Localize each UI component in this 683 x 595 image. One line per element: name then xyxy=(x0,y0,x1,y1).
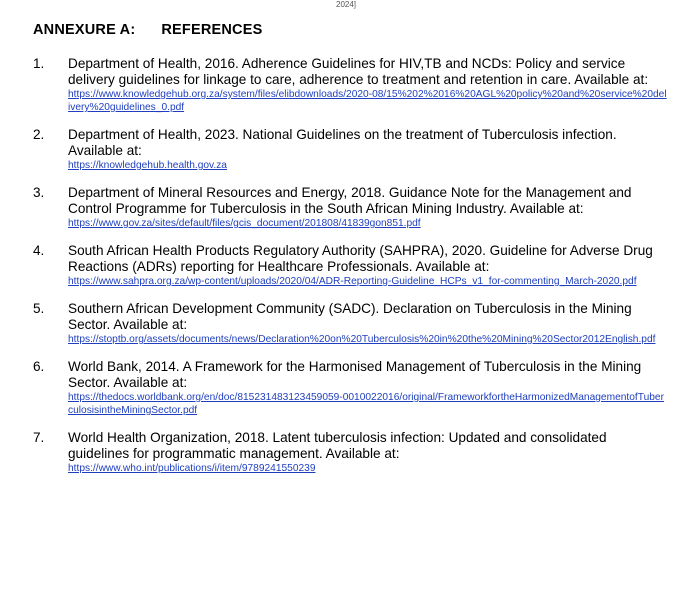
reference-item xyxy=(33,359,673,417)
references-title: REFERENCES xyxy=(161,22,263,38)
reference-number: 1. xyxy=(33,56,45,71)
reference-item xyxy=(33,127,673,172)
reference-text: South African Health Products Regulatory Authority (SAHPRA), 2020. Guideline for Adverse Drug Reactions (ADRs) reporting for Healthcare Professionals. Available at: xyxy=(68,243,653,274)
reference-text: Department of Health, 2023. National Guidelines on the treatment of Tuberculosis infection. Available at: xyxy=(68,127,617,158)
reference-link[interactable]: https://thedocs.worldbank.org/en/doc/815231483123459059-0010022016/original/FrameworkfortheHarmonizedManagementofTuberculosisintheMiningSector.pdf xyxy=(68,392,664,416)
reference-link[interactable]: https://www.knowledgehub.org.za/system/files/elibdownloads/2020-08/15%202%2016%20AGL%20policy%20and%20service%20delivery%20guidelines_0.pdf xyxy=(68,89,667,113)
reference-text: Department of Mineral Resources and Energy, 2018. Guidance Note for the Management and Control Programme for Tuberculosis in the South African Mining Industry. Available at: xyxy=(68,185,632,216)
reference-number: 7. xyxy=(33,430,45,445)
reference-item xyxy=(33,430,673,475)
reference-link[interactable]: https://knowledgehub.health.gov.za xyxy=(68,160,227,171)
reference-item xyxy=(33,243,673,288)
reference-text: World Bank, 2014. A Framework for the Harmonised Management of Tuberculosis in the Mining Sector. Available at: xyxy=(68,359,642,390)
reference-list xyxy=(33,56,673,488)
reference-text: World Health Organization, 2018. Latent tuberculosis infection: Updated and consolidated guidelines for programmatic management. Available at: xyxy=(68,430,607,461)
reference-number: 4. xyxy=(33,243,45,258)
reference-link[interactable]: https://www.sahpra.org.za/wp-content/uploads/2020/04/ADR-Reporting-Guideline_HCPs_v1_for-commenting_March-2020.pdf xyxy=(68,276,637,287)
reference-text: Southern African Development Community (SADC). Declaration on Tuberculosis in the Mining Sector. Available at: xyxy=(68,301,632,332)
reference-link[interactable]: https://www.who.int/publications/i/item/9789241550239 xyxy=(68,463,316,474)
annexure-label: ANNEXURE A: xyxy=(33,22,136,38)
reference-item xyxy=(33,301,673,346)
reference-item xyxy=(33,185,673,230)
annexure-heading xyxy=(33,22,262,38)
reference-number: 2. xyxy=(33,127,45,142)
reference-link[interactable]: https://stoptb.org/assets/documents/news/Declaration%20on%20Tuberculosis%20in%20the%20Mining%20Sector2012English.pdf xyxy=(68,334,656,345)
reference-item xyxy=(33,56,673,114)
reference-number: 3. xyxy=(33,185,45,200)
page-top-note: 2024] xyxy=(336,0,357,9)
reference-number: 6. xyxy=(33,359,45,374)
reference-number: 5. xyxy=(33,301,45,316)
reference-text: Department of Health, 2016. Adherence Guidelines for HIV,TB and NCDs: Policy and service delivery guidelines for linkage to care, adherence to treatment and retention in care. Available at: xyxy=(68,56,649,87)
reference-link[interactable]: https://www.gov.za/sites/default/files/gcis_document/201808/41839gon851.pdf xyxy=(68,218,421,229)
